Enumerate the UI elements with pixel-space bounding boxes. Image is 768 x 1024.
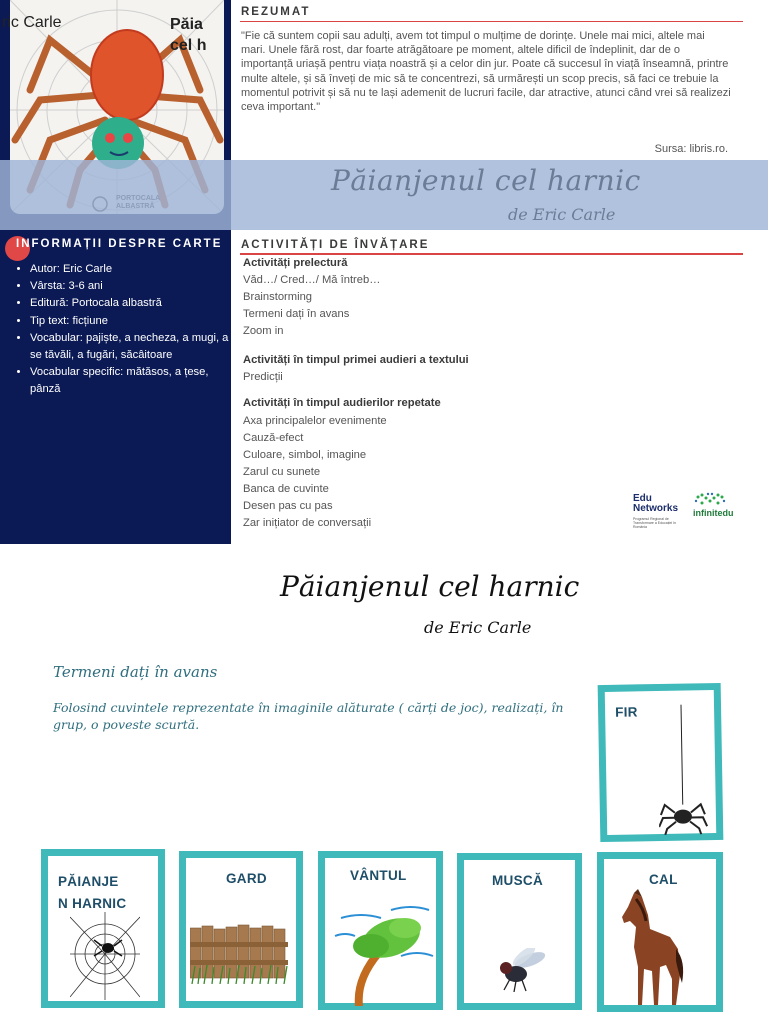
card-label-line-2: N HARNIC (58, 896, 127, 911)
info-item: • Editură: Portocala albastră (30, 295, 236, 312)
activity-item: Cauză-efect (243, 432, 304, 444)
edunetworks-logo (633, 494, 678, 514)
activity-group-audieri-repetate (243, 395, 563, 532)
info-item: • Vocabular specific: mătăsos, a țese, pânză (30, 364, 236, 398)
cover-author-text: ric Carle (2, 14, 62, 31)
worksheet-instruction: Folosind cuvintele reprezentate în imaginile alăturate ( cărți de joc), realizați, în grup, o poveste scurtă. (53, 700, 564, 732)
activity-item: Văd…/ Cred…/ Mă întreb… (243, 274, 381, 286)
activity-group-title: Activități prelectură (243, 257, 348, 269)
activity-group-prelectura (243, 255, 563, 340)
activity-item: Zar inițiator de conversații (243, 517, 372, 529)
summary-text: "Fie că suntem copii sau adulți, avem tot timpul o mulțime de dorințe. Unele mai mici, altele mai mari. Unele fără rost, dar foarte atrăgătoare pe moment, altele dificil de îndeplinit, dar de o importanță uriașă pentru viața noastră și a celor din jur. Poate că succesul în viață înseamnă, printre multe altele, și să înveți de mic să te concentrezi, să urmărești un scop precis, să faci ce trebuie la momentul potrivit și să nu te lași ademenit de lucruri facile, dar atractive, atunci când vrei să realizezi ceva important." (241, 30, 731, 114)
worksheet-subtitle: de Eric Carle (424, 618, 532, 637)
summary-divider (240, 21, 743, 22)
card-label: VÂNTUL (350, 868, 407, 883)
word-card-musca (457, 853, 582, 1010)
card-label: FIR (614, 704, 638, 720)
activities-heading: ACTIVITĂȚI DE ÎNVĂȚARE (241, 239, 430, 251)
activity-item: Zoom in (243, 325, 284, 337)
edu-logo-line-1: Edu (633, 493, 652, 504)
windy-tree-icon (331, 898, 436, 1006)
info-item: • Autor: Eric Carle (30, 261, 236, 278)
fence-icon (190, 924, 293, 984)
activity-item: Predicții (243, 371, 283, 383)
activity-group-prima-audiere (243, 352, 563, 386)
card-label: GARD (226, 871, 267, 886)
activity-item: Culoare, simbol, imagine (243, 449, 367, 461)
info-item: • Vocabular: pajiște, a necheza, a mugi, a se tăvăli, a fugări, săcâitoare (30, 330, 236, 364)
spider-web-icon (70, 912, 140, 1000)
activity-group-title: Activități în timpul audierilor repetate (243, 397, 441, 409)
activity-group-title: Activități în timpul primei audieri a textului (243, 354, 469, 366)
info-heading: INFORMAȚII DESPRE CARTE (16, 238, 223, 250)
word-card-gard (179, 851, 303, 1008)
card-label: MUSCĂ (492, 873, 543, 888)
activity-item: Zarul cu sunete (243, 466, 321, 478)
horse-icon (620, 887, 690, 1007)
word-card-fir (598, 683, 724, 842)
word-card-vantul (318, 851, 443, 1010)
band-subtitle: de Eric Carle (508, 205, 616, 224)
cover-title-line-1: Păia (170, 16, 203, 33)
info-list (18, 261, 236, 399)
infinitedu-logo-text: infinitedu (693, 508, 734, 518)
band-title: Păianjenul cel harnic (331, 164, 641, 197)
info-item: • Tip text: ficțiune (30, 313, 236, 330)
fly-icon (494, 948, 550, 992)
edu-logo-line-2: Networks (633, 503, 679, 514)
hanging-spider-icon (657, 704, 709, 835)
card-label-line-1: PĂIANJE (58, 874, 119, 889)
activity-item: Desen pas cu pas (243, 500, 333, 512)
activity-item: Brainstorming (243, 291, 313, 303)
summary-heading: REZUMAT (241, 6, 311, 18)
activity-item: Banca de cuvinte (243, 483, 329, 495)
activity-item: Termeni dați în avans (243, 308, 350, 320)
info-item: • Vârsta: 3-6 ani (30, 278, 236, 295)
worksheet-title: Păianjenul cel harnic (280, 570, 580, 603)
summary-source: Sursa: libris.ro. (654, 143, 728, 155)
activity-item: Axa principalelor evenimente (243, 415, 387, 427)
word-card-cal (597, 852, 723, 1012)
card-label (58, 871, 126, 915)
word-card-paianjen-harnic (41, 849, 165, 1008)
edunetworks-tagline: Programul Regional de Transformare a Educației în România (633, 517, 677, 529)
cover-title-text (170, 14, 206, 56)
card-label: CAL (649, 872, 678, 887)
worksheet-section-heading: Termeni dați în avans (53, 663, 218, 681)
cover-title-line-2: cel h (170, 37, 207, 54)
